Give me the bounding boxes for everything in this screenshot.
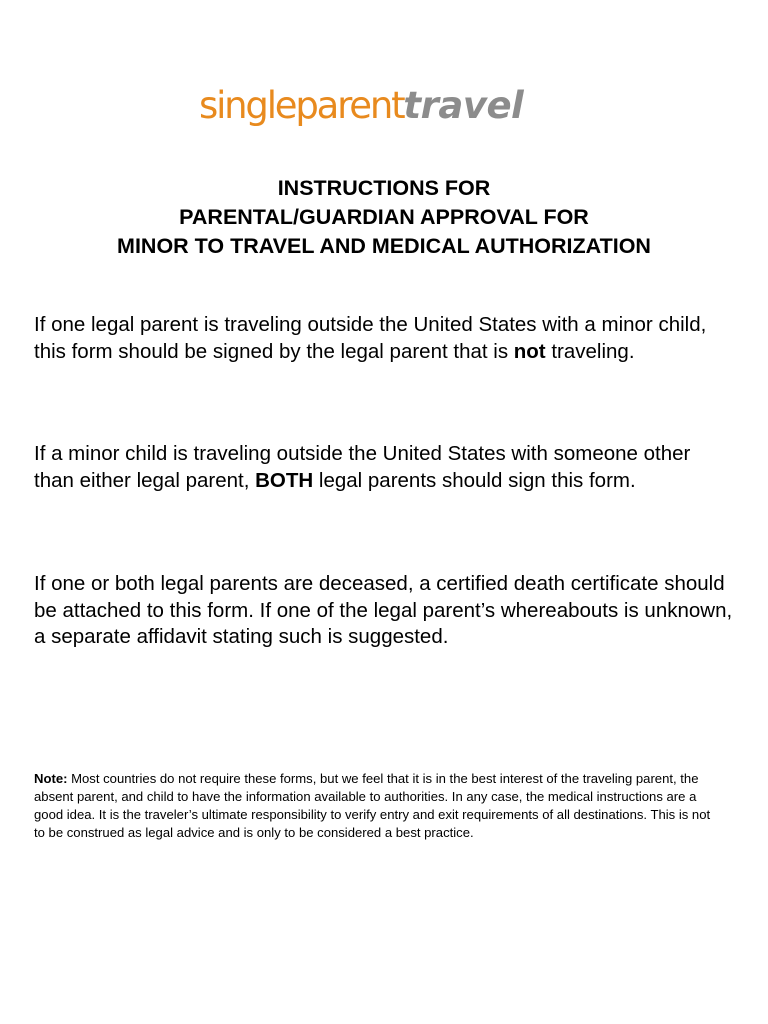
emphasis-not: not [513,339,546,363]
paragraph-text: If one legal parent is traveling outside the United States with a minor child, this form should be signed by the legal parent that is [34,313,707,363]
title-line-2: PARENTAL/GUARDIAN APPROVAL FOR [179,205,589,229]
instruction-paragraph-deceased: If one or both legal parents are deceased, a certified death certificate should be attached to this form. If one of the legal parent’s whereabouts is unknown, a separate affidavit stating such is suggested. [34,572,733,648]
paragraph-text: If a minor child is traveling outside the United States with someone other than either legal parent, [34,442,691,492]
disclaimer-note [34,770,724,842]
note-label: Note: [34,771,68,786]
instruction-paragraph-one-parent [34,312,734,365]
emphasis-both: BOTH [255,468,314,492]
paragraph-text: traveling. [545,339,635,363]
paragraph-text: legal parents should sign this form. [313,468,636,492]
logo-text-travel: travel [403,84,524,127]
note-text: Most countries do not require these forms, but we feel that it is in the best interest of the traveling parent, the absent parent, and child to have the information available to authorities. In any case, the medical instructions are a good idea. It is the traveler’s ultimate responsibility to verify entry and exit requirements of all destinations. This is not to be construed as legal advice and is only to be considered a best practice. [34,771,711,840]
document-title [0,174,768,261]
title-line-3: MINOR TO TRAVEL AND MEDICAL AUTHORIZATION [117,234,651,258]
brand-logo [199,84,523,128]
logo-text-singleparent: singleparent [199,84,404,127]
instruction-paragraph-both-parents [34,441,734,494]
title-line-1: INSTRUCTIONS FOR [277,176,491,200]
